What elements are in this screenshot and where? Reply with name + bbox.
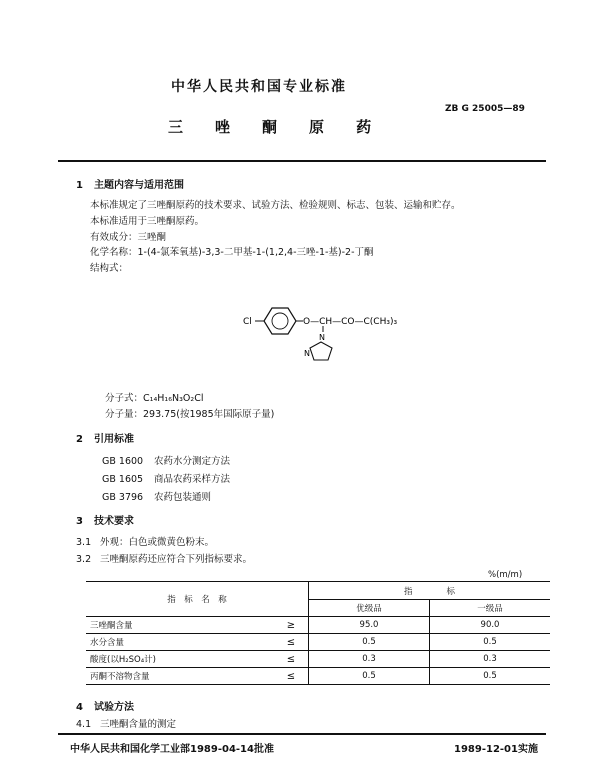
- row-symbol: ≤: [274, 651, 309, 668]
- row-name: 酸度(以H₂SO₄计): [86, 651, 274, 668]
- row-symbol: ≥: [274, 617, 309, 634]
- document-title: [168, 116, 403, 137]
- standard-code: GB 1605: [102, 474, 144, 485]
- unit-label: %(m/m): [488, 570, 523, 580]
- structural-formula: [230, 290, 430, 370]
- applicability-paragraph: 本标准适用于三唑酮原药。: [90, 216, 205, 227]
- reference-standard: [102, 489, 211, 503]
- clause-4-1: [76, 716, 176, 730]
- triazole-n4: N: [304, 349, 310, 358]
- row-superior: 0.3: [309, 651, 430, 668]
- standard-code: ZB G 25005—89: [445, 104, 525, 114]
- row-symbol: ≤: [274, 634, 309, 651]
- molecular-mass: 分子量：293.75(按1985年国际原子量): [105, 409, 275, 420]
- row-symbol: ≤: [274, 668, 309, 685]
- clause-number: 3.2: [76, 554, 92, 565]
- title-char: 酮: [262, 118, 280, 136]
- row-superior: 0.5: [309, 668, 430, 685]
- clause-number: 3.1: [76, 537, 92, 548]
- clause-3-1: [76, 534, 214, 548]
- approval-info: 中华人民共和国化学工业部1989-04-14批准: [70, 744, 274, 755]
- clause-text: 三唑酮原药还应符合下列指标要求。: [100, 554, 253, 565]
- clause-text: 三唑酮含量的测定: [100, 719, 177, 730]
- header-index: 指 标: [309, 582, 551, 600]
- standard-name: 农药水分测定方法: [154, 456, 231, 467]
- scope-paragraph: 本标准规定了三唑酮原药的技术要求、试验方法、检验规则、标志、包装、运输和贮存。: [90, 200, 461, 211]
- section-number: 1: [76, 180, 83, 191]
- row-superior: 95.0: [309, 617, 430, 634]
- row-superior: 0.5: [309, 634, 430, 651]
- row-name: 丙酮不溶物含量: [86, 668, 274, 685]
- implementation-date: 1989-12-01实施: [454, 744, 538, 755]
- triazole-n1: N: [319, 333, 325, 342]
- active-ingredient: 有效成分：三唑酮: [90, 232, 167, 243]
- row-name: 三唑酮含量: [86, 617, 274, 634]
- clause-3-2: [76, 551, 252, 565]
- section-3-heading: [76, 512, 134, 527]
- header-first: 一级品: [430, 600, 551, 617]
- table-row: [86, 617, 550, 634]
- chlorine-label: Cl: [243, 317, 252, 327]
- row-first: 0.5: [430, 668, 551, 685]
- standard-header: 中华人民共和国专业标准: [171, 79, 347, 95]
- side-chain: O—CH—CO—C(CH₃)₃: [303, 317, 398, 327]
- table-row: [86, 651, 550, 668]
- chemical-name: 化学名称：1-(4-氯苯氧基)-3,3-二甲基-1-(1,2,4-三唑-1-基)-2-丁酮: [90, 247, 374, 258]
- aromatic-circle: [272, 313, 288, 329]
- triazole-ring: [310, 342, 332, 360]
- header-superior: 优级品: [309, 600, 430, 617]
- section-2-heading: [76, 430, 134, 445]
- spec-table: [86, 581, 550, 685]
- table-row: [86, 668, 550, 685]
- clause-text: 外观：白色或微黄色粉末。: [100, 537, 215, 548]
- structure-label: 结构式：: [90, 263, 129, 274]
- header-rule: [58, 160, 546, 162]
- section-number: 3: [76, 516, 83, 527]
- title-char: 三: [168, 118, 186, 136]
- section-title: 技术要求: [94, 516, 134, 527]
- standard-name: 农药包装通则: [154, 492, 212, 503]
- section-title: 主题内容与适用范围: [94, 180, 184, 191]
- molecular-formula: 分子式：C₁₄H₁₆N₃O₂Cl: [105, 393, 204, 404]
- reference-standard: [102, 453, 230, 467]
- row-first: 90.0: [430, 617, 551, 634]
- section-title: 引用标准: [94, 434, 134, 445]
- section-number: 4: [76, 702, 83, 713]
- section-title: 试验方法: [94, 702, 134, 713]
- section-4-heading: [76, 698, 134, 713]
- benzene-ring: [264, 308, 296, 334]
- standard-code: GB 3796: [102, 492, 144, 503]
- standard-code: GB 1600: [102, 456, 144, 467]
- title-char: 唑: [215, 118, 233, 136]
- row-first: 0.5: [430, 634, 551, 651]
- table-row: [86, 634, 550, 651]
- section-1-heading: [76, 176, 184, 191]
- table-header-row: [86, 582, 550, 600]
- footer-rule: [58, 733, 546, 735]
- reference-standard: [102, 471, 230, 485]
- row-first: 0.3: [430, 651, 551, 668]
- title-char: 药: [356, 118, 374, 136]
- title-char: 原: [309, 118, 327, 136]
- section-number: 2: [76, 434, 83, 445]
- clause-number: 4.1: [76, 719, 92, 730]
- standard-name: 商品农药采样方法: [154, 474, 231, 485]
- row-name: 水分含量: [86, 634, 274, 651]
- header-name: 指 标 名 称: [86, 582, 309, 617]
